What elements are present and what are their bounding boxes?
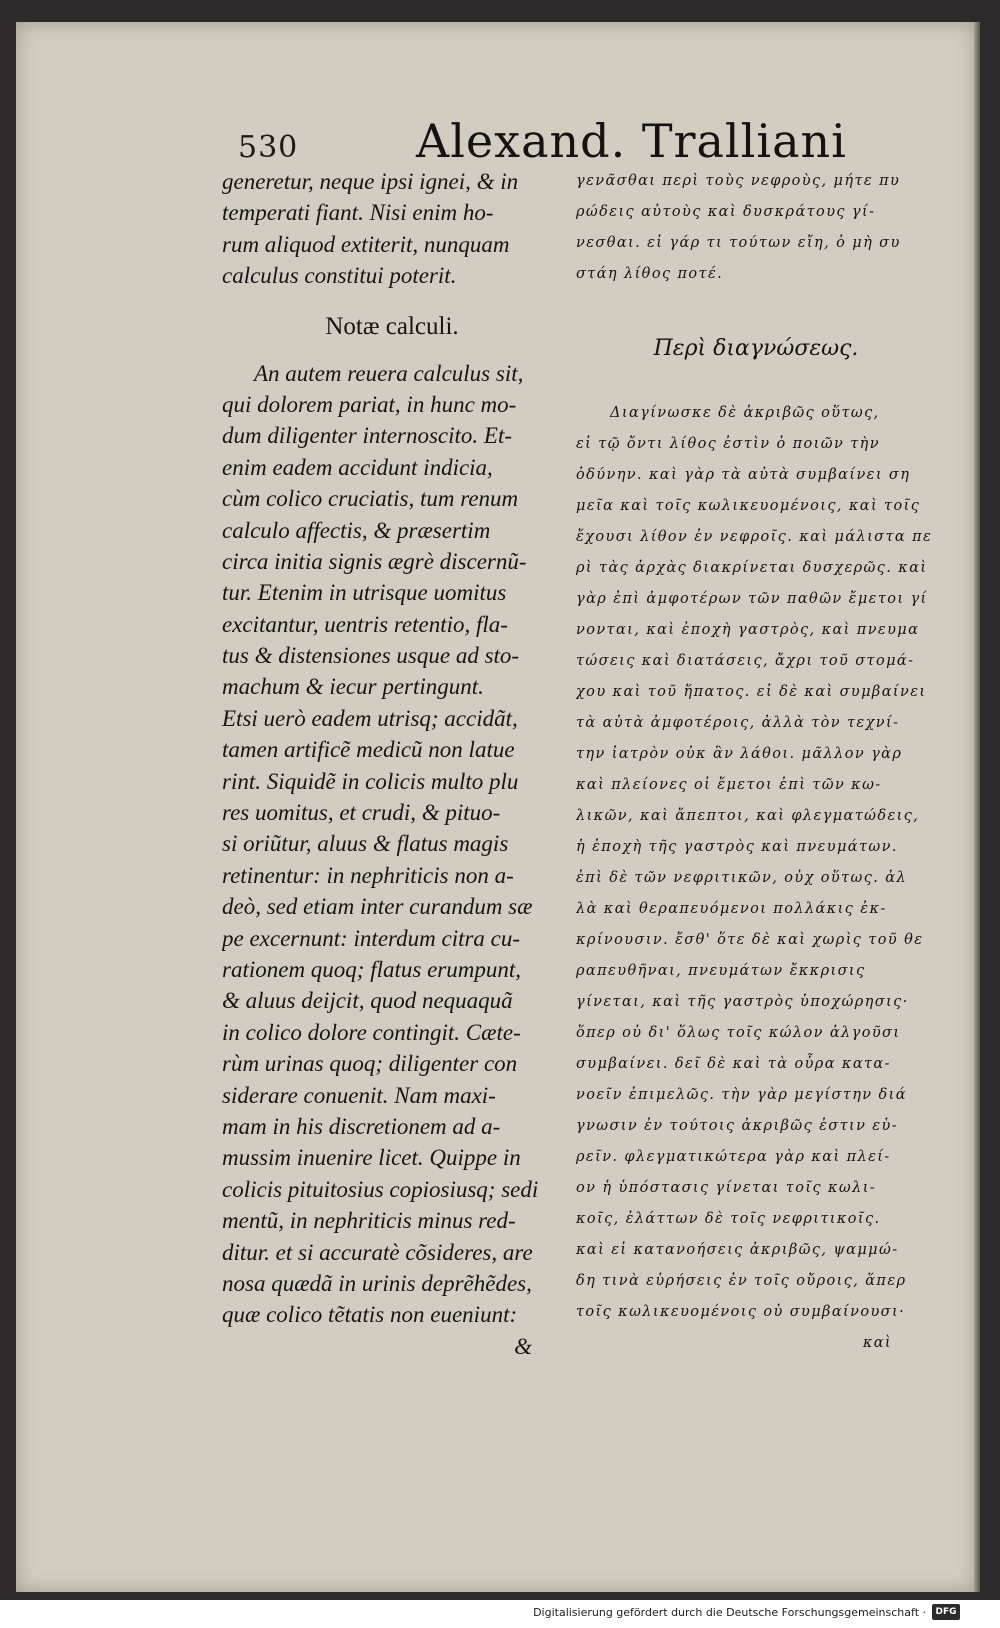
text-line: κοῖς, ἐλάττων δὲ τοῖς νεφριτικοῖς.	[576, 1211, 881, 1227]
text-line: ραπευθῆναι, πνευμάτων ἔκκρισις	[576, 963, 866, 979]
text-line: νεσθαι. εἰ γάρ τι τούτων εἴη, ὁ μὴ συ	[576, 235, 901, 251]
text-line: λικῶν, καὶ ἄπεπτοι, καὶ φλεγματώδεις,	[576, 808, 920, 824]
text-line: rint. Siquidẽ in colicis multo plu	[222, 768, 519, 794]
text-line: dum diligenter internoscito. Et-	[222, 423, 513, 449]
text-line: mussim inuenire licet. Quippe in	[222, 1145, 521, 1171]
text-line: ρώδεις αὐτοὺς καὶ δυσκράτους γί-	[576, 204, 876, 220]
latin-catchword: &	[514, 1333, 532, 1359]
text-line: τοῖς κωλικευομένοις οὐ συμβαίνουσι·	[576, 1304, 906, 1320]
text-line: circa initia signis ægrè discernũ-	[222, 548, 527, 574]
text-line: calculus constitui poterit.	[222, 263, 457, 289]
text-line: temperati fiant. Nisi enim ho-	[222, 200, 494, 226]
text-line: tamen artificẽ medicũ non latue	[222, 737, 515, 763]
latin-column	[222, 166, 562, 1362]
text-line: ἐπὶ δὲ τῶν νεφριτικῶν, οὐχ οὕτως. ἀλ	[576, 870, 908, 886]
text-line: excitantur, uentris retentio, fla-	[222, 611, 508, 637]
text-line: rationem quoq; flatus erumpunt,	[222, 956, 521, 982]
running-title: Alexand. Tralliani	[416, 114, 847, 168]
text-line: ἔχουσι λίθον ἐν νεφροῖς. καὶ μάλιστα πε	[576, 529, 933, 545]
text-line: λὰ καὶ θεραπευόμενοι πολλάκις ἐκ-	[576, 901, 887, 917]
text-line: retinentur: in nephriticis non a-	[222, 862, 514, 888]
text-line: γὰρ ἐπὶ ἀμφοτέρων τῶν παθῶν ἔμετοι γί	[576, 591, 928, 607]
text-line: Διαγίνωσκε δὲ ἀκριβῶς οὕτως,	[610, 405, 880, 421]
text-line: γνωσιν ἐν τούτοις ἀκριβῶς ἐστιν εὑ-	[576, 1118, 899, 1134]
text-line: συμβαίνει. δεῖ δὲ καὶ τὰ οὖρα κατα-	[576, 1056, 891, 1072]
latin-intro	[222, 166, 562, 292]
text-line: enim eadem accidunt indicia,	[222, 454, 493, 480]
text-line: τὰ αὐτὰ ἀμφοτέροις, ἀλλὰ τὸν τεχνί-	[576, 715, 900, 731]
text-line: tur. Etenim in utrisque uomitus	[222, 580, 507, 606]
digitization-footer	[0, 1600, 1000, 1628]
text-line: ditur. et si accuratè cõsideres, are	[222, 1239, 533, 1265]
text-line: μεῖα καὶ τοῖς κωλικευομένοις, καὶ τοῖς	[576, 498, 921, 514]
greek-intro	[576, 166, 936, 290]
text-line: καὶ εἰ κατανοήσεις ἀκριβῶς, ψαμμώ-	[576, 1242, 899, 1258]
text-line: generetur, neque ipsi ignei, & in	[222, 169, 519, 194]
text-line: si oriũtur, aluus & flatus magis	[222, 831, 509, 857]
text-line: pe excernunt: interdum citra cu-	[222, 925, 521, 951]
text-line: γενᾶσθαι περὶ τοὺς νεφροὺς, μήτε πυ	[576, 173, 901, 189]
text-line: rum aliquod extiterit, nunquam	[222, 231, 510, 257]
text-line: χου καὶ τοῦ ἥπατος. εἰ δὲ καὶ συμβαίνει	[576, 684, 927, 700]
text-line: mentũ, in nephriticis minus red-	[222, 1208, 516, 1234]
text-line: nosa quædã in urinis deprẽhẽdes,	[222, 1270, 532, 1296]
text-line: in colico dolore contingit. Cæte-	[222, 1019, 521, 1045]
funding-credit: Digitalisierung gefördert durch die Deutsche Forschungsgemeinschaft ·	[533, 1606, 926, 1619]
greek-catchword: καὶ	[862, 1335, 892, 1351]
page-edge	[974, 22, 980, 1592]
text-line: ἡ ἐποχὴ τῆς γαστρὸς καὶ πνευμάτων.	[576, 839, 898, 855]
text-line: cùm colico cruciatis, tum renum	[222, 486, 519, 512]
text-line: ὀδύνην. καὶ γὰρ τὰ αὐτὰ συμβαίνει ση	[576, 467, 911, 483]
greek-column	[576, 166, 936, 1359]
text-line: & aluus deijcit, quod nequaquã	[222, 988, 513, 1014]
text-line: εἰ τῷ ὄντι λίθος ἐστὶν ὁ ποιῶν τὴν	[576, 436, 880, 452]
latin-body	[222, 358, 562, 1331]
text-line: τώσεις καὶ διατάσεις, ἄχρι τοῦ στομά-	[576, 653, 915, 669]
text-line: ὅπερ οὐ δι' ὅλως τοῖς κώλον ἀλγοῦσι	[576, 1025, 901, 1041]
text-line: ρὶ τὰς ἀρχὰς διακρίνεται δυσχερῶς. καὶ	[576, 560, 928, 576]
page-number: 530	[238, 130, 299, 165]
text-line: siderare conuenit. Nam maxi-	[222, 1082, 496, 1108]
latin-section-heading: Notæ calculi.	[325, 312, 459, 340]
text-line: Etsi uerò eadem utrisq; accidãt,	[222, 705, 518, 731]
greek-section-heading: Περὶ διαγνώσεως.	[653, 336, 859, 361]
text-line: δη τινὰ εὑρήσεις ἐν τοῖς οὔροις, ἅπερ	[576, 1273, 907, 1289]
text-line: νοεῖν ἐπιμελῶς. τὴν γὰρ μεγίστην διά	[576, 1087, 907, 1103]
text-line: καὶ πλείονες οἱ ἔμετοι ἐπὶ τῶν κω-	[576, 777, 882, 793]
text-line: mam in his discretionem ad a-	[222, 1113, 501, 1139]
text-line: calculo affectis, & præsertim	[222, 517, 491, 543]
text-line: res uomitus, et crudi, & pituo-	[222, 800, 501, 826]
text-line: γίνεται, καὶ τῆς γαστρὸς ὑποχώρησις·	[576, 994, 909, 1010]
running-head	[16, 102, 976, 168]
greek-body	[576, 398, 936, 1328]
text-line: colicis pituitosius copiosiusq; sedi	[222, 1176, 539, 1202]
text-line: An autem reuera calculus sit,	[254, 360, 524, 386]
text-line: την ἰατρὸν οὐκ ἂν λάθοι. μᾶλλον γὰρ	[576, 746, 903, 762]
text-line: rùm urinas quoq; diligenter con	[222, 1051, 518, 1077]
text-line: στάη λίθος ποτέ.	[576, 266, 724, 282]
text-line: ον ἡ ὑπόστασις γίνεται τοῖς κωλι-	[576, 1180, 877, 1196]
text-line: machum & iecur pertingunt.	[222, 674, 484, 700]
text-line: quæ colico tẽtatis non eueniunt:	[222, 1302, 518, 1328]
text-line: tus & distensiones usque ad sto-	[222, 643, 520, 669]
text-line: ρεῖν. φλεγματικώτερα γὰρ καὶ πλεί-	[576, 1149, 891, 1165]
text-line: qui dolorem pariat, in hunc mo-	[222, 391, 517, 417]
text-line: κρίνουσιν. ἔσθ' ὅτε δὲ καὶ χωρὶς τοῦ θε	[576, 932, 924, 948]
text-line: deò, sed etiam inter curandum sæ	[222, 894, 533, 920]
dfg-logo: DFG	[932, 1604, 960, 1620]
text-line: νονται, καὶ ἐποχὴ γαστρὸς, καὶ πνευμα	[576, 622, 920, 638]
book-page	[16, 22, 976, 1592]
